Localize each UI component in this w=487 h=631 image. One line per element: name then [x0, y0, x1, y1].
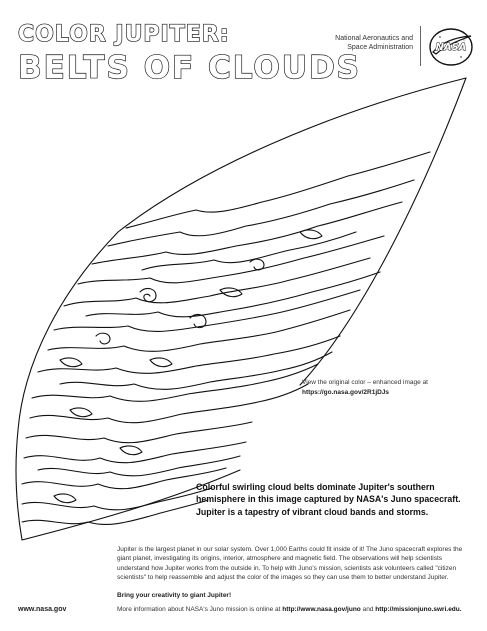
more-info-line: [117, 606, 462, 613]
swirl: [96, 333, 110, 344]
cloud-cell: [150, 358, 172, 367]
more-info-prefix: More information about NASA's Juno mission is online at: [117, 606, 281, 613]
cloud-band: [26, 422, 252, 443]
original-image-text: View the original color – enhanced image at: [302, 379, 428, 386]
page-subtitle: BELTS OF CLOUDS: [18, 50, 361, 86]
cloud-band: [108, 180, 414, 246]
agency-name-line-1: National Aeronautics and: [335, 35, 413, 42]
cloud-band: [78, 236, 384, 284]
swirl: [140, 289, 156, 302]
more-info-and: and: [362, 606, 374, 613]
juno-link[interactable]: http://www.nasa.gov/juno: [282, 606, 361, 613]
swirl: [250, 259, 264, 270]
cloud-band: [30, 384, 308, 423]
body-paragraph: Jupiter is the largest planet in our solar system. Over 1,000 Earths could fit inside of it! The Juno spacecraft explores the giant planet, investigating its origins, interior, atmosphere and magnetic field. The observations will help scientists understand how Jupiter works from the outside in. To help with Juno's mission, scientists ask volunteers called "citizen scientists" to help reassemble and adjust the color of the images so they can use them to better understand Jupiter.: [117, 546, 463, 582]
cloud-band: [86, 272, 380, 317]
headline-paragraph: Colorful swirling cloud belts dominate Jupiter's southern hemisphere in this image captured by NASA's Juno spacecraft. Jupiter is a tapestry of vibrant cloud bands and storms.: [196, 482, 461, 517]
cloud-band: [126, 152, 430, 228]
cloud-band: [60, 352, 332, 389]
cloud-cell: [70, 408, 92, 417]
cloud-cell: [120, 446, 142, 455]
page-title: COLOR JUPITER:: [18, 22, 230, 47]
cloud-cell: [54, 494, 76, 503]
terminator-edge: [300, 78, 466, 385]
original-image-link[interactable]: https://go.nasa.gov/2R1jDJs: [302, 388, 390, 396]
nasa-logo-text: NASA: [435, 42, 467, 53]
original-image-note: [302, 378, 472, 398]
cloud-band: [38, 336, 340, 373]
call-to-action: Bring your creativity to giant Jupiter!: [117, 592, 232, 599]
cloud-cell: [300, 230, 322, 239]
cloud-cell: [60, 358, 82, 367]
footer-site-link[interactable]: www.nasa.gov: [18, 606, 67, 613]
agency-name-line-2: Space Administration: [347, 44, 413, 52]
cloud-band: [142, 232, 356, 270]
swri-link[interactable]: http://missionjuno.swri.edu.: [375, 606, 462, 613]
cloud-band: [92, 202, 402, 264]
cloud-band: [24, 442, 246, 463]
cloud-band: [64, 258, 370, 306]
cloud-band: [48, 310, 350, 351]
